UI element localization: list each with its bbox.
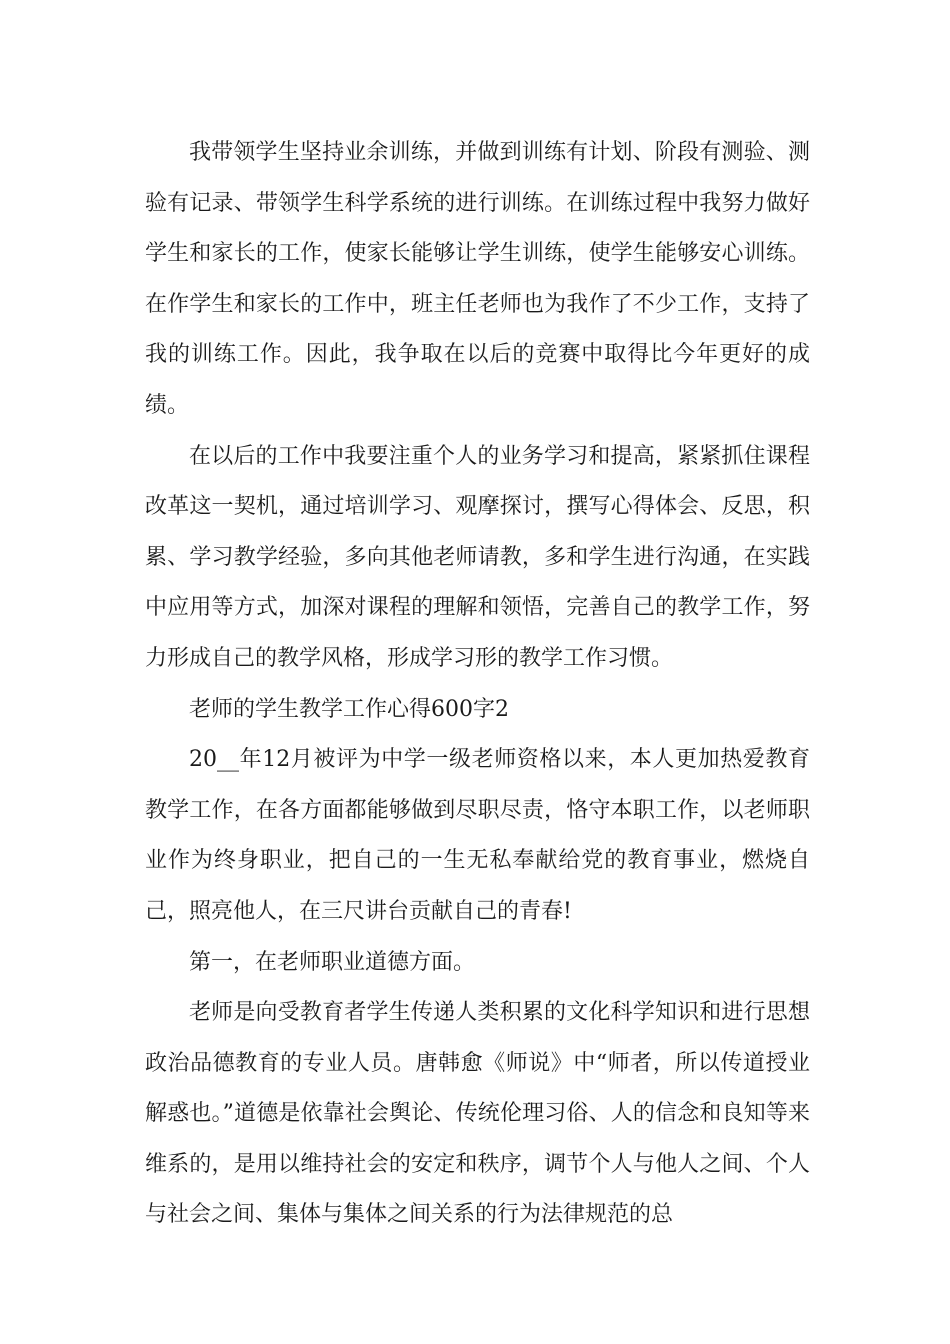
section-heading: 老师的学生教学工作心得600字2 (189, 696, 509, 722)
paragraph-training: 我带领学生坚持业余训练，并做到训练有计划、阶段有测验、测验有记录、带领学生科学系统的进行训练。在训练过程中我努力做好学生和家长的工作，使家长能够让学生训练，使学生能够安心训练。在作学生和家长的工作中，班主任老师也为我作了不少工作，支持了我的训练工作。因此，我争取在以后的竞赛中取得比今年更好的成绩。 (145, 140, 810, 418)
paragraph-future-work: 在以后的工作中我要注重个人的业务学习和提高，紧紧抓住课程改革这一契机，通过培训学习、观摩探讨，撰写心得体会、反思，积累、学习教学经验，多向其他老师请教，多和学生进行沟通，在实践中应用等方式，加深对课程的理解和领悟，完善自己的教学工作，努力形成自己的教学风格，形成学习形的教学工作习惯。 (145, 443, 810, 671)
subsection-heading: 第一，在老师职业道德方面。 (189, 949, 476, 975)
paragraph-qualification: 20__年12月被评为中学一级老师资格以来，本人更加热爱教育教学工作，在各方面都能够做到尽职尽责，恪守本职工作，以老师职业作为终身职业，把自己的一生无私奉献给党的教育事业，燃烧自己，照亮他人，在三尺讲台贡献自己的青春! (145, 747, 810, 924)
document-body (145, 128, 810, 1241)
paragraph-teacher-ethics: 老师是向受教育者学生传递人类积累的文化科学知识和进行思想政治品德教育的专业人员。唐韩愈《师说》中“师者，所以传道授业解惑也。”道德是依靠社会舆论、传统伦理习俗、人的信念和良知等来维系的，是用以维持社会的安定和秩序，调节个人与他人之间、个人与社会之间、集体与集体之间关系的行为法律规范的总 (145, 1000, 810, 1228)
